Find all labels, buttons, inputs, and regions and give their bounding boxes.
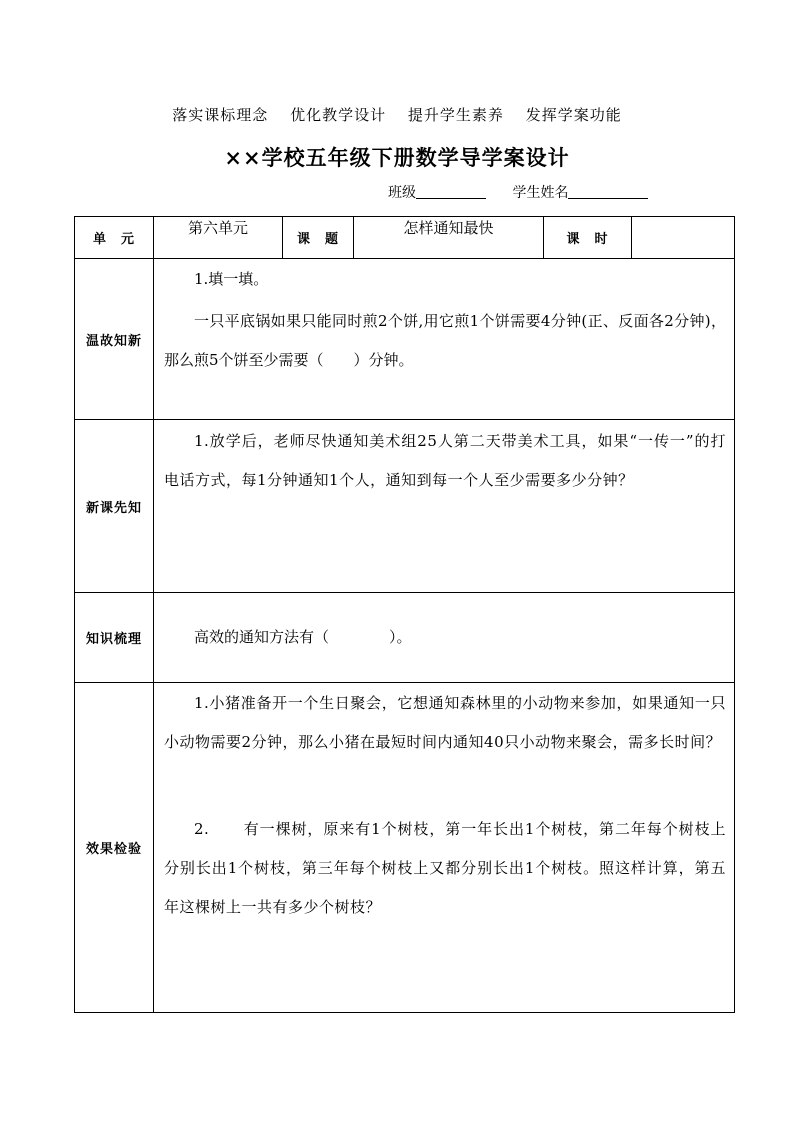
check-content: [154, 683, 735, 1013]
check-question-2-text: 有一棵树，原来有1个树枝，第一年长出1个树枝，第二年每个树枝上分别长出1个树枝，第三年每个树枝上又都分别长出1个树枝。照这样计算，第五年这棵树上一共有多少个树枝？: [164, 820, 726, 916]
slogan-item: 优化教学设计: [290, 106, 387, 124]
header-row: [75, 217, 735, 259]
student-info: [388, 182, 648, 202]
summary-row: [75, 593, 735, 683]
check-question-2: [164, 810, 726, 927]
header-slogan: [0, 104, 794, 125]
review-label: 温故知新: [75, 259, 154, 420]
page-title: ××学校五年级下册数学导学案设计: [224, 145, 570, 170]
summary-content: [154, 593, 735, 683]
preview-question-text: 1.放学后，老师尽快通知美术组25人第二天带美术工具，如果“一传一”的打电话方式，每1分钟通知1个人，通知到每一个人至少需要多少分钟？: [164, 432, 726, 489]
summary-label: 知识梳理: [75, 593, 154, 683]
summary-text: 高效的通知方法有（ ）。: [194, 628, 412, 646]
preview-content: [154, 420, 735, 593]
topic-label: 课 题: [283, 217, 354, 259]
review-question-title: 1.填一填。: [194, 270, 269, 288]
check-row: [75, 683, 735, 1013]
class-blank[interactable]: [416, 184, 486, 199]
student-name-label: 学生姓名: [512, 185, 569, 201]
review-row: [75, 259, 735, 420]
review-content: [154, 259, 735, 420]
review-question-text: 一只平底锅如果只能同时煎2个饼,用它煎1个饼需要4分钟(正、反面各2分钟)，那么煎5个饼至少需要（ ）分钟。: [164, 312, 726, 369]
unit-label: 单 元: [75, 217, 154, 259]
slogan-item: 提升学生素养: [407, 106, 504, 124]
check-question-1: 1.小猪准备开一个生日聚会，它想通知森林里的小动物来参加，如果通知一只小动物需要2分钟，那么小猪在最短时间内通知40只小动物来聚会，需多长时间？: [164, 694, 726, 751]
lesson-plan-table: [74, 216, 735, 1013]
preview-label: 新课先知: [75, 420, 154, 593]
check-label: 效果检验: [75, 683, 154, 1013]
student-name-blank[interactable]: [568, 184, 648, 199]
preview-row: [75, 420, 735, 593]
check-question-2-number: 2.: [194, 820, 210, 838]
period-value: [632, 217, 735, 259]
slogan-item: 落实课标理念: [172, 106, 269, 124]
unit-value: 第六单元: [154, 217, 283, 259]
period-label: 课 时: [544, 217, 632, 259]
slogan-item: 发挥学案功能: [525, 106, 622, 124]
topic-value: 怎样通知最快: [354, 217, 544, 259]
class-label: 班级: [388, 185, 416, 201]
